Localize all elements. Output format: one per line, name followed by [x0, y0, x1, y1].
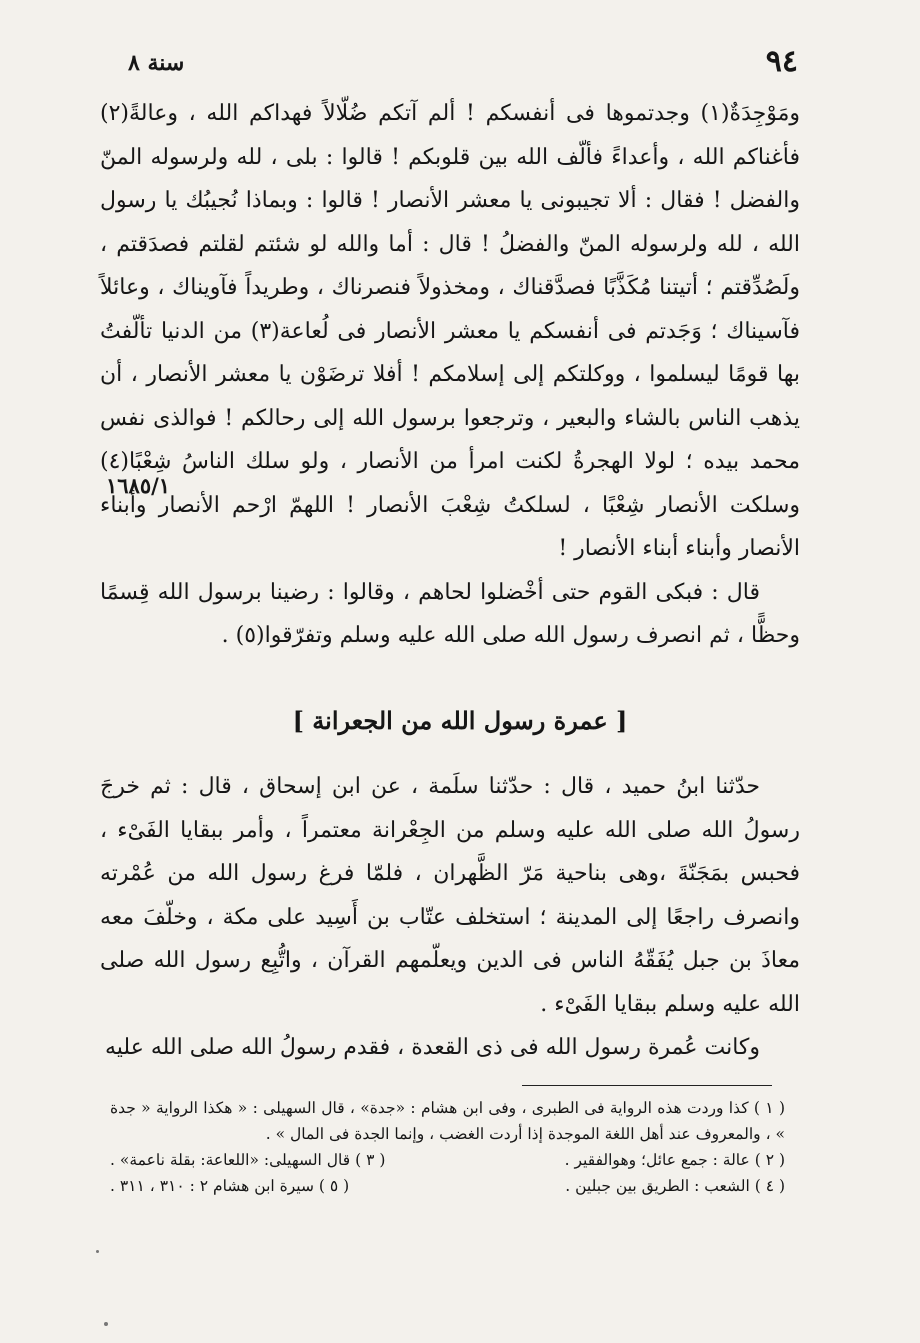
footnote-row — [110, 1173, 785, 1199]
margin-reference: ١٦٨٥/١ — [106, 473, 171, 498]
footnote-divider — [522, 1085, 772, 1086]
paragraph-weeping: قال : فبكى القوم حتى أخْضلوا لحاهم ، وقالوا : رضينا برسول الله قِسمًا وحظًّا ، ثم انصرف رسول الله صلى الله عليه وسلم وتفرّقوا(٥) . — [100, 579, 800, 648]
footnote-3: ( ٣ ) قال السهيلى: «اللعاعة: بقلة ناعمة» . — [110, 1151, 386, 1169]
paragraph-ansar-speech: ومَوْجِدَةٌ(١) وجدتموها فى أنفسكم ! ألم آتكم ضُلّالاً فهداكم الله ، وعالةً(٢) فأغناكم الله ، وأعداءً فألّف الله بين قلوبكم ! قالوا : بلى ، لله ولرسوله المنّ والفضل ! فقال : ألا تجيبونى يا معشر الأنصار ! قالوا : وبماذا نُجيبُك يا رسول الله ، لله ولرسوله المنّ والفضلُ ! قال : أما والله لو شئتم لقلتم فصدَقتم ، ولَصُدِّقتم ؛ أتيتنا مُكَذَّبًا فصدَّقناك ، ومخذولاً فنصرناك ، وطريداً فآويناك ، وعائلاً فآسيناك ؛ وَجَدتم فى أنفسكم يا معشر الأنصار فى لُعاعة(٣) من الدنيا تألّفتُ بها قومًا ليسلموا ، ووكلتكم إلى إسلامكم ! أفلا ترضَوْن يا معشر الأنصار ، أن يذهب الناس بالشاء والبعير ، وترجعوا برسول الله إلى رحالكم ! فوالذى نفس محمد بيده ؛ لولا الهجرةُ لكنت امرأ من الأنصار ، ولو سلك الناسُ شِعْبًا(٤) وسلكت الأنصار شِعْبًا ، لسلكتُ شِعْبَ الأنصار ! اللهمّ ارْحم الأنصار وأبناء الأنصار وأبناء أبناء الأنصار ! — [100, 101, 800, 561]
page-number: ٩٤ — [765, 44, 798, 79]
page-header — [128, 44, 798, 84]
running-head-year: سنة ٨ — [128, 50, 185, 76]
second-passage — [100, 765, 800, 1070]
scan-speck — [96, 1250, 99, 1253]
footnote-4: ( ٤ ) الشعب : الطريق بين جبلين . — [565, 1177, 785, 1195]
main-passage — [100, 92, 800, 658]
footnote-1: ( ١ ) كذا وردت هذه الرواية فى الطبرى ، وفى ابن هشام : «جدة» ، قال السهيلى : « هكذا الرواية « جدة » ، والمعروف عند أهل اللغة الموجدة إذا أردت الغضب ، وإنما الجدة فى المال » . — [110, 1099, 785, 1143]
footnote-5: ( ٥ ) سيرة ابن هشام ٢ : ٣١٠ ، ٣١١ . — [110, 1177, 350, 1195]
footnotes — [110, 1095, 785, 1199]
footnote-row — [110, 1147, 785, 1173]
paragraph-umra-date: وكانت عُمرة رسول الله فى ذى القعدة ، فقدم رسولُ الله صلى الله عليه — [104, 1035, 760, 1060]
scan-speck — [104, 1322, 108, 1326]
section-heading: [ عمرة رسول الله من الجعرانة ] — [292, 706, 628, 735]
footnote-2: ( ٢ ) عالة : جمع عائل؛ وهوالفقير . — [564, 1151, 785, 1169]
paragraph-umra-narration: حدّثنا ابنُ حميد ، قال : حدّثنا سلَمة ، عن ابن إسحاق ، قال : ثم خرجَ رسولُ الله صلى الله عليه وسلم من الجِعْرانة معتمراً ، وأمر ببقايا الفَىْء ، فحبس بمَجَنّةَ ،وهى بناحية مَرّ الظَّهران ، فلمّا فرغ رسول الله من عُمْرته وانصرف راجعًا إلى المدينة ؛ استخلف عتّاب بن أَسِيد على مكة ، وخلّفَ معه معاذَ بن جبل يُفَقّهُ الناس فى الدين ويعلّمهم القرآن ، واتُّبِع رسول الله صلى الله عليه وسلم ببقايا الفَىْء . — [100, 774, 800, 1017]
